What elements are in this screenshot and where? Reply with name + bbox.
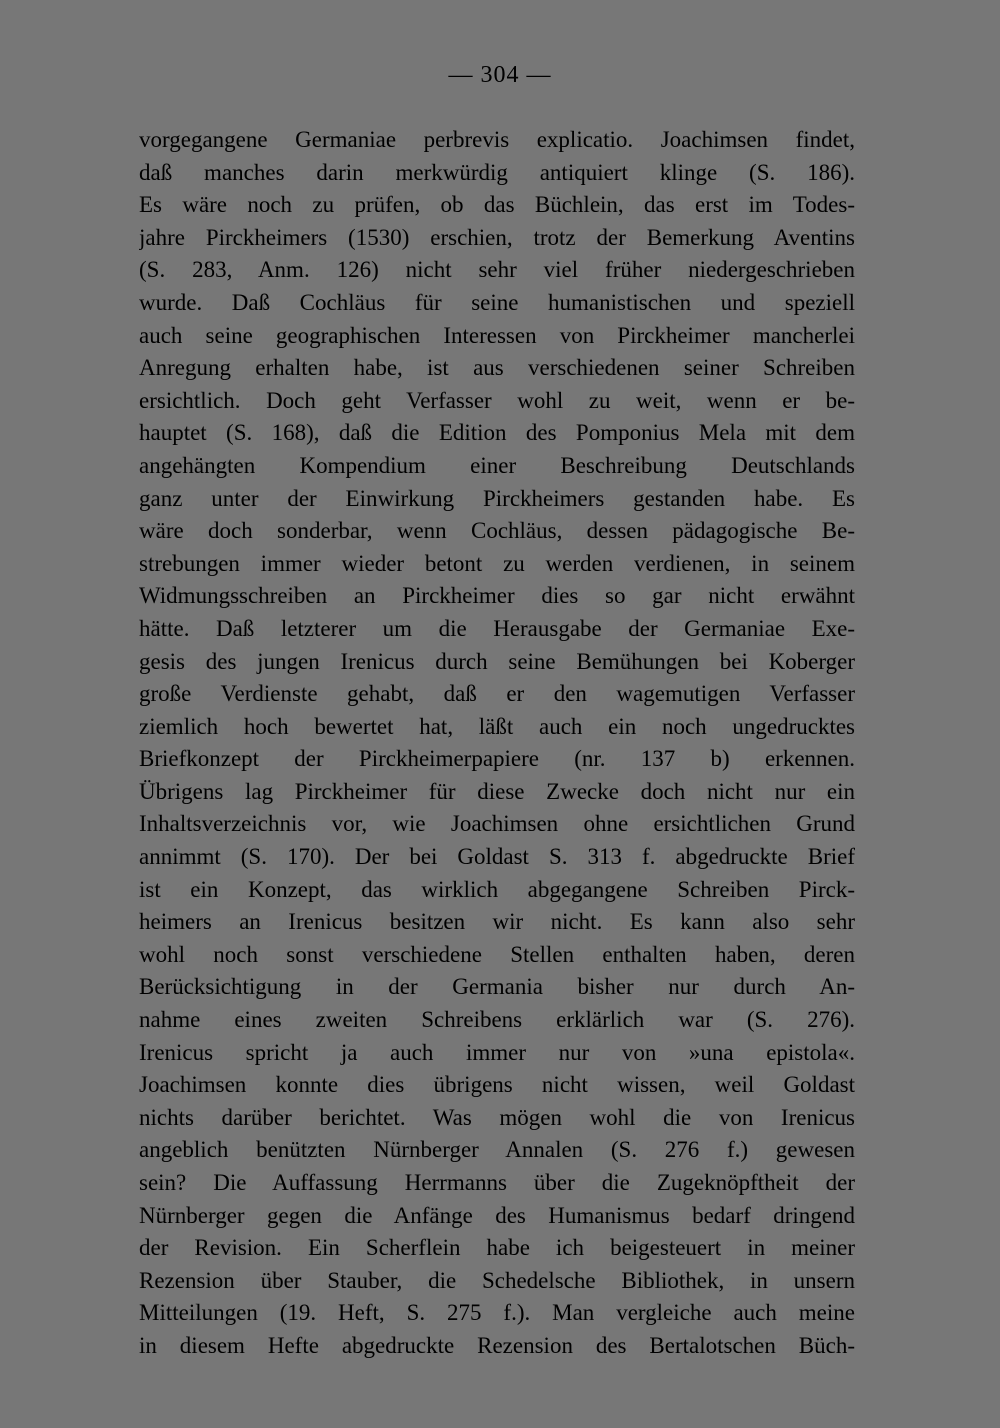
text-line: ganz unter der Einwirkung Pirckheimers gestanden habe. Es bbox=[139, 485, 855, 511]
text-line: ersichtlich. Doch geht Verfasser wohl zu weit, wenn er be- bbox=[139, 387, 855, 413]
text-line: jahre Pirckheimers (1530) erschien, trotz der Bemerkung Aventins bbox=[139, 224, 855, 250]
body-text bbox=[139, 124, 855, 1363]
text-line: sein? Die Auffassung Herrmanns über die Zugeknöpftheit der bbox=[139, 1170, 855, 1195]
text-line: angeblich benützten Nürnberger Annalen (S. 276 f.) gewesen bbox=[139, 1137, 855, 1163]
text-line: Mitteilungen (19. Heft, S. 275 f.). Man vergleiche auch meine bbox=[139, 1300, 855, 1326]
text-line: hätte. Daß letzterer um die Herausgabe der Germaniae Exe- bbox=[139, 615, 855, 641]
text-line: daß manches darin merkwürdig antiquiert klinge (S. 186). bbox=[139, 159, 855, 185]
text-line: ziemlich hoch bewertet hat, läßt auch ein noch ungedrucktes bbox=[139, 713, 855, 739]
text-line: vorgegangene Germaniae perbrevis explicatio. Joachimsen findet, bbox=[139, 127, 855, 152]
text-line: der Revision. Ein Scherflein habe ich beigesteuert in meiner bbox=[139, 1235, 855, 1261]
text-line: ist ein Konzept, das wirklich abgegangene Schreiben Pirck- bbox=[139, 876, 855, 902]
text-line: (S. 283, Anm. 126) nicht sehr viel früher niedergeschrieben bbox=[139, 257, 855, 283]
text-line: Briefkonzept der Pirckheimerpapiere (nr. 137 b) erkennen. bbox=[139, 746, 855, 772]
text-line: strebungen immer wieder betont zu werden verdienen, in seinem bbox=[139, 550, 855, 576]
text-line: nahme eines zweiten Schreibens erklärlich war (S. 276). bbox=[139, 1007, 855, 1033]
text-line: Berücksichtigung in der Germania bisher nur durch An- bbox=[139, 974, 855, 1000]
text-line: Rezension über Stauber, die Schedelsche Bibliothek, in unsern bbox=[139, 1267, 855, 1293]
text-line: Übrigens lag Pirckheimer für diese Zwecke doch nicht nur ein bbox=[139, 778, 855, 804]
text-line: Joachimsen konnte dies übrigens nicht wissen, weil Goldast bbox=[139, 1072, 855, 1098]
text-line: heimers an Irenicus besitzen wir nicht. Es kann also sehr bbox=[139, 909, 855, 935]
text-line: wurde. Daß Cochläus für seine humanistischen und speziell bbox=[139, 289, 855, 315]
text-line: annimmt (S. 170). Der bei Goldast S. 313 f. abgedruckte Brief bbox=[139, 844, 855, 870]
page-number: — 304 — bbox=[448, 62, 552, 88]
text-line: Inhaltsverzeichnis vor, wie Joachimsen ohne ersichtlichen Grund bbox=[139, 811, 855, 837]
text-line: Anregung erhalten habe, ist aus verschiedenen seiner Schreiben bbox=[139, 355, 855, 381]
text-line: große Verdienste gehabt, daß er den wagemutigen Verfasser bbox=[139, 681, 855, 707]
text-line: gesis des jungen Irenicus durch seine Bemühungen bei Koberger bbox=[139, 648, 855, 674]
text-line: Irenicus spricht ja auch immer nur von »una epistola«. bbox=[139, 1039, 855, 1065]
text-line: in diesem Hefte abgedruckte Rezension des Bertalotschen Büch- bbox=[139, 1332, 855, 1358]
text-line: nichts darüber berichtet. Was mögen wohl die von Irenicus bbox=[139, 1104, 855, 1130]
text-line: wohl noch sonst verschiedene Stellen enthalten haben, deren bbox=[139, 941, 855, 967]
text-line: hauptet (S. 168), daß die Edition des Pomponius Mela mit dem bbox=[139, 420, 855, 446]
text-line: wäre doch sonderbar, wenn Cochläus, dessen pädagogische Be- bbox=[139, 518, 855, 544]
text-line: Nürnberger gegen die Anfänge des Humanismus bedarf dringend bbox=[139, 1202, 855, 1228]
text-line: Es wäre noch zu prüfen, ob das Büchlein, das erst im Todes- bbox=[139, 192, 855, 218]
text-line: Widmungsschreiben an Pirckheimer dies so gar nicht erwähnt bbox=[139, 583, 855, 609]
text-line: auch seine geographischen Interessen von Pirckheimer mancherlei bbox=[139, 322, 855, 348]
text-line: angehängten Kompendium einer Beschreibung Deutschlands bbox=[139, 452, 855, 478]
